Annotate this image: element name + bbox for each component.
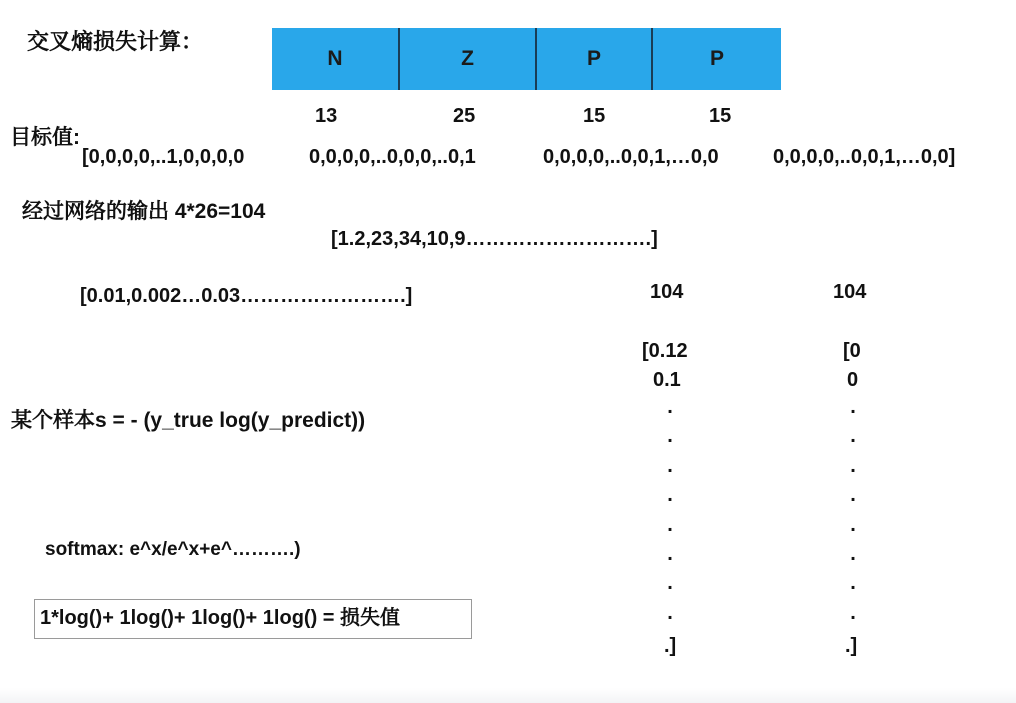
column-1-second: 0.1: [653, 369, 681, 391]
diagram-title: 交叉熵损失计算：: [27, 29, 204, 54]
bottom-shade: [0, 688, 1016, 703]
index-p1: 15: [583, 105, 606, 127]
column-2-open: [0: [843, 340, 861, 362]
dot: .: [667, 601, 673, 624]
index-z: 25: [453, 105, 476, 127]
label-cell-n: N: [327, 47, 343, 70]
column-2-close: .]: [845, 635, 858, 657]
target-vector-1: [0,0,0,0,..1,0,0,0,0: [82, 146, 245, 168]
dot: .: [667, 454, 673, 477]
probability-vector: [0.01,0.002…0.03…………………….]: [80, 285, 413, 307]
column-2-count: 104: [833, 281, 867, 303]
dot: .: [667, 572, 673, 595]
dot: .: [850, 425, 856, 448]
dot: .: [850, 454, 856, 477]
column-2-second: 0: [847, 369, 859, 391]
index-p2: 15: [709, 105, 732, 127]
label-cell-z: Z: [398, 28, 535, 90]
dot: .: [850, 601, 856, 624]
column-1-open: [0.12: [642, 340, 688, 362]
dot: .: [667, 484, 673, 507]
column-1-close: .]: [664, 635, 677, 657]
label-bar: [272, 28, 781, 90]
column-1-dots: [650, 393, 690, 628]
cross-entropy-formula: 某个样本s = - (y_true log(y_predict)): [11, 409, 366, 432]
dot: .: [850, 484, 856, 507]
network-output-label: 经过网络的输出 4*26=104: [22, 200, 266, 223]
dot: .: [850, 513, 856, 536]
target-vector-3: 0,0,0,0,..0,0,1,…0,0: [543, 146, 719, 168]
column-1-count: 104: [650, 281, 684, 303]
dot: .: [667, 543, 673, 566]
label-cell-p2: P: [651, 28, 781, 90]
logits-vector: [1.2,23,34,10,9……………………….]: [331, 228, 658, 250]
target-label: 目标值:: [10, 126, 80, 149]
dot: .: [850, 572, 856, 595]
target-vector-4: 0,0,0,0,..0,0,1,…0,0]: [773, 146, 956, 168]
dot: .: [667, 513, 673, 536]
dot: .: [667, 396, 673, 418]
column-2-dots: [833, 393, 873, 628]
dot: .: [850, 396, 856, 418]
dot: .: [667, 425, 673, 448]
label-cell-p1: P: [535, 28, 651, 90]
index-n: 13: [315, 105, 338, 127]
dot: .: [850, 543, 856, 566]
softmax-formula: softmax: e^x/e^x+e^……….): [45, 539, 301, 560]
target-vector-2: 0,0,0,0,..0,0,0,..0,1: [309, 146, 476, 168]
loss-sum-formula: 1*log()+ 1log()+ 1log()+ 1log() = 损失值: [40, 607, 401, 629]
